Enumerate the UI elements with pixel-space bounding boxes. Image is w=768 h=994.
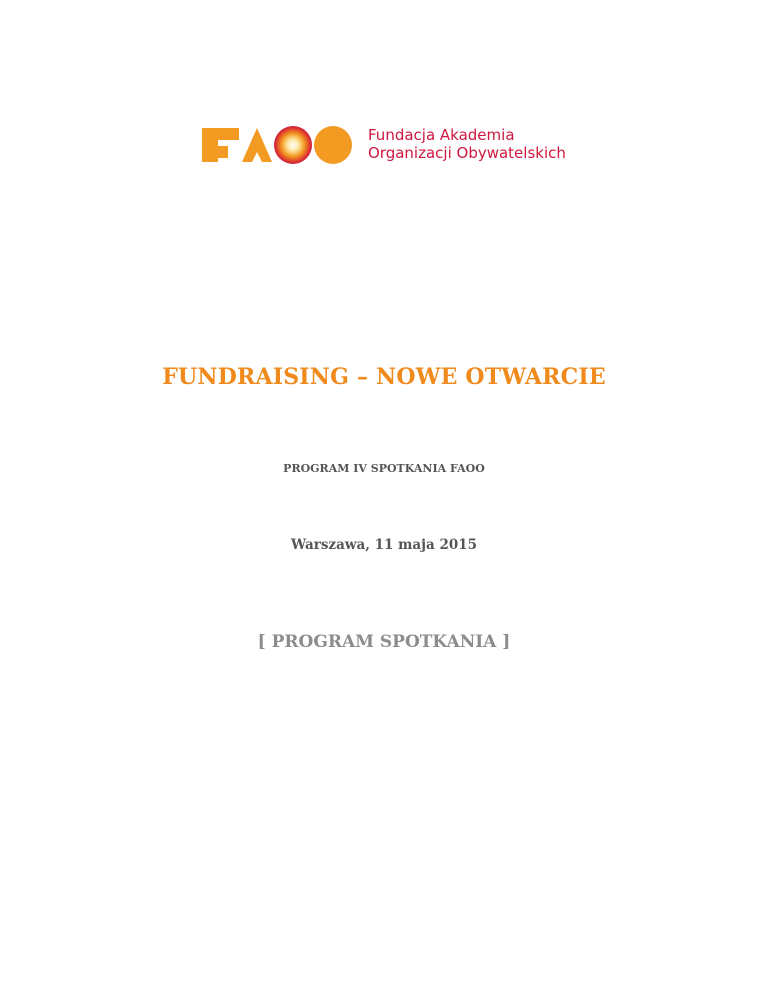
logo-circle — [314, 126, 352, 164]
logo-letter-a — [242, 128, 272, 162]
document-subtitle: PROGRAM IV SPOTKANIA FAOO — [283, 462, 485, 475]
logo-name-line-2: Organizacji Obywatelskich — [368, 144, 566, 162]
logo-letter-f — [202, 128, 239, 162]
faoo-logo — [202, 124, 566, 164]
faoo-logo-mark — [202, 124, 354, 164]
logo-sun-circle — [274, 126, 312, 164]
document-title: FUNDRAISING – NOWE OTWARCIE — [162, 364, 606, 390]
logo-name-line-1: Fundacja Akademia — [368, 126, 515, 144]
section-heading: [ PROGRAM SPOTKANIA ] — [257, 632, 511, 652]
document-date: Warszawa, 11 maja 2015 — [290, 537, 478, 553]
logo-organization-name — [368, 126, 566, 162]
